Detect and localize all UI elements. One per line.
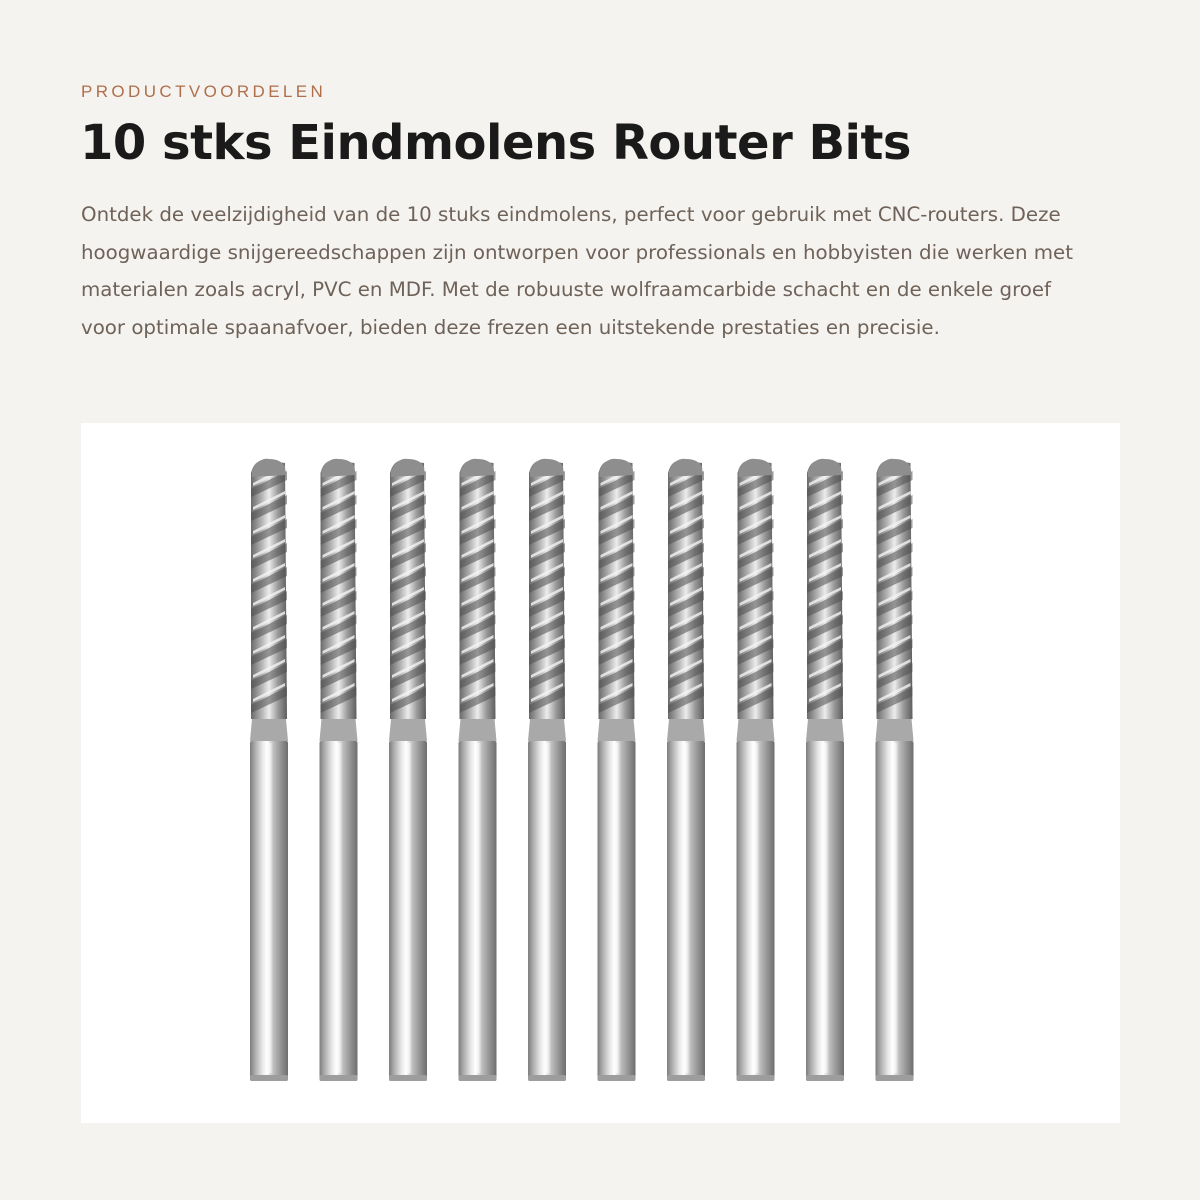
router-bit: [667, 459, 705, 1081]
router-bit: [806, 459, 844, 1081]
router-bit: [528, 459, 566, 1081]
router-bits-illustration: [81, 423, 1120, 1123]
router-bit: [876, 459, 914, 1081]
router-bit: [737, 459, 775, 1081]
router-bit: [250, 459, 288, 1081]
router-bit: [459, 459, 497, 1081]
product-image-panel: [81, 423, 1120, 1123]
page-title: 10 stks Eindmolens Router Bits: [80, 115, 911, 171]
router-bit: [389, 459, 427, 1081]
section-eyebrow: PRODUCTVOORDELEN: [81, 82, 327, 101]
product-description: Ontdek de veelzijdigheid van de 10 stuks eindmolens, perfect voor gebruik met CNC-routers. Deze hoogwaardige snijgereedschappen zijn ontworpen voor professionals en hobbyisten die werken met materialen zoals acryl, PVC en MDF. Met de robuuste wolfraamcarbide schacht en de enkele groef voor optimale spaanafvoer, bieden deze frezen een uitstekende prestaties en precisie.: [81, 203, 1073, 339]
router-bit: [320, 459, 358, 1081]
router-bit: [598, 459, 636, 1081]
